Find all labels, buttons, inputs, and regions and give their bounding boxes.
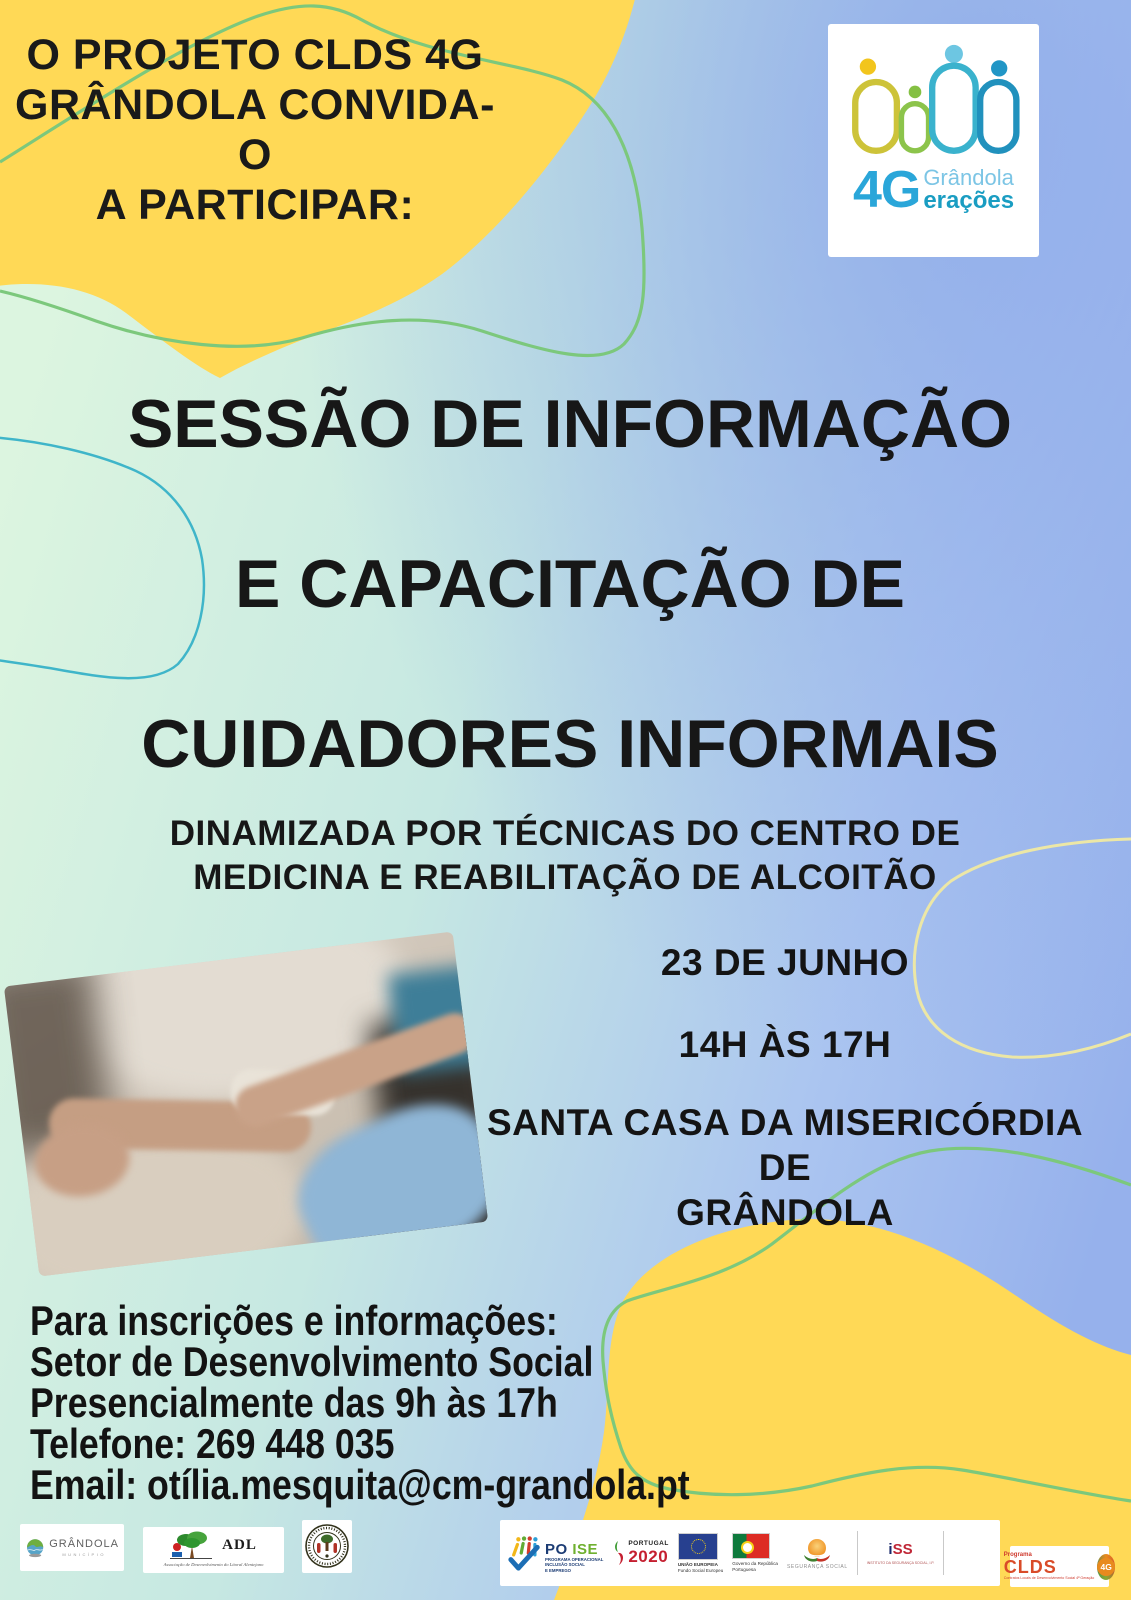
main-title-line: E CAPACITAÇÃO DE	[235, 546, 905, 622]
main-title	[40, 386, 1100, 870]
divider	[857, 1531, 858, 1575]
portugal-2020-word: PORTUGAL	[628, 1540, 669, 1548]
seguranca-social-logo	[787, 1537, 848, 1570]
eu-flag-block	[678, 1533, 723, 1574]
casa-do-povo-seal	[302, 1520, 352, 1573]
subtitle: DINAMIZADA POR TÉCNICAS DO CENTRO DE MEDICINA E REABILITAÇÃO DE ALCOITÃO	[169, 814, 961, 897]
event-venue	[460, 1100, 1110, 1235]
poise-po-text: PO	[545, 1540, 568, 1558]
event-date: 23 DE JUNHO	[660, 942, 910, 983]
portugal-2020-year: 2020	[628, 1546, 669, 1566]
main-title-line: SESSÃO DE INFORMAÇÃO	[127, 386, 1013, 462]
eu-caption-line2: Fundo Social Europeu	[677, 1567, 724, 1573]
poise-caption-line: E EMPREGO	[545, 1567, 572, 1573]
iss-i-text: i	[888, 1540, 893, 1558]
adl-subtitle: Associação de Desenvolvimento do Litoral Alentejano	[163, 1562, 264, 1567]
logo-eracoes-text: erações	[923, 187, 1015, 214]
contact-info	[30, 1297, 690, 1508]
main-title-line: CUIDADORES INFORMAIS	[141, 706, 999, 782]
invitation-heading	[10, 30, 500, 230]
event-venue-line: SANTA CASA DA MISERICÓRDIA DE	[486, 1102, 1084, 1188]
grandola-name: GRÂNDOLA	[49, 1538, 119, 1550]
adl-name: ADL	[222, 1536, 257, 1553]
governo-caption-line1: Governo da República	[732, 1561, 778, 1567]
poise-caption-line: PROGRAMA OPERACIONAL	[545, 1556, 604, 1562]
contact-line: Setor de Desenvolvimento Social	[30, 1338, 594, 1385]
seguranca-social-icon	[800, 1537, 834, 1562]
contact-phone: Telefone: 269 448 035	[30, 1420, 395, 1467]
grandola-sphere-icon	[25, 1533, 45, 1563]
poise-caption-line: INCLUSÃO SOCIAL	[545, 1562, 585, 1568]
clds-4g-badge-icon	[1097, 1554, 1115, 1580]
event-time: 14H ÀS 17H	[678, 1024, 892, 1065]
portugal-flag-icon	[732, 1533, 770, 1559]
logo-4g-text: 4G	[852, 161, 921, 219]
poise-ise-text: ISE	[572, 1540, 599, 1558]
eu-caption-line1: UNIÃO EUROPEIA	[677, 1561, 718, 1567]
portugal-flag-block	[732, 1533, 778, 1573]
contact-line: Para inscrições e informações:	[30, 1297, 558, 1344]
caregiver-hands-photo	[4, 932, 488, 1277]
4geracoes-figures-icon	[848, 40, 1020, 162]
clds-4g-badge-text: 4G	[1097, 1558, 1115, 1576]
portugal-2020-logo	[612, 1539, 668, 1567]
4geracoes-logo-card	[828, 24, 1039, 257]
invitation-heading-line: A PARTICIPAR:	[95, 181, 415, 229]
iss-caption: INSTITUTO DA SEGURANÇA SOCIAL, I.P.	[866, 1560, 935, 1565]
contact-email: Email: otília.mesquita@cm-grandola.pt	[30, 1461, 690, 1508]
eu-flag-icon	[678, 1533, 718, 1560]
grandola-subtitle: MUNICÍPIO	[62, 1552, 106, 1557]
poise-logo	[508, 1533, 603, 1573]
event-venue-line: GRÂNDOLA	[676, 1192, 894, 1233]
iss-logo	[867, 1542, 935, 1565]
governo-caption-line2: Portuguesa	[732, 1567, 756, 1572]
clds-name-text: CLDS	[1003, 1557, 1057, 1578]
adl-tree-icon	[170, 1530, 212, 1560]
clds-programa-text: Programa	[1003, 1552, 1032, 1559]
portugal-2020-mark-icon	[612, 1539, 626, 1567]
invitation-heading-line: GRÂNDOLA CONVIDA-O	[15, 81, 495, 179]
casa-do-povo-seal-icon	[304, 1522, 350, 1571]
invitation-heading-line: O PROJETO CLDS 4G	[26, 31, 484, 79]
clds-4g-logo	[1003, 1546, 1112, 1587]
contact-line: Presencialmente das 9h às 17h	[30, 1379, 558, 1426]
funding-logos-strip	[500, 1520, 1000, 1586]
clds-tagline: Contratos Locais de Desenvolvimento Social 4ª Geração	[1003, 1576, 1095, 1581]
seguranca-social-caption: SEGURANÇA SOCIAL	[787, 1563, 848, 1570]
grandola-municipio-logo	[20, 1524, 124, 1571]
logo-grandola-text: Grândola	[923, 165, 1014, 190]
divider	[943, 1531, 944, 1575]
poise-figures-icon	[508, 1533, 542, 1573]
adl-logo	[143, 1527, 284, 1573]
4geracoes-wordmark	[852, 161, 1015, 219]
iss-ss-text: SS	[892, 1540, 913, 1558]
